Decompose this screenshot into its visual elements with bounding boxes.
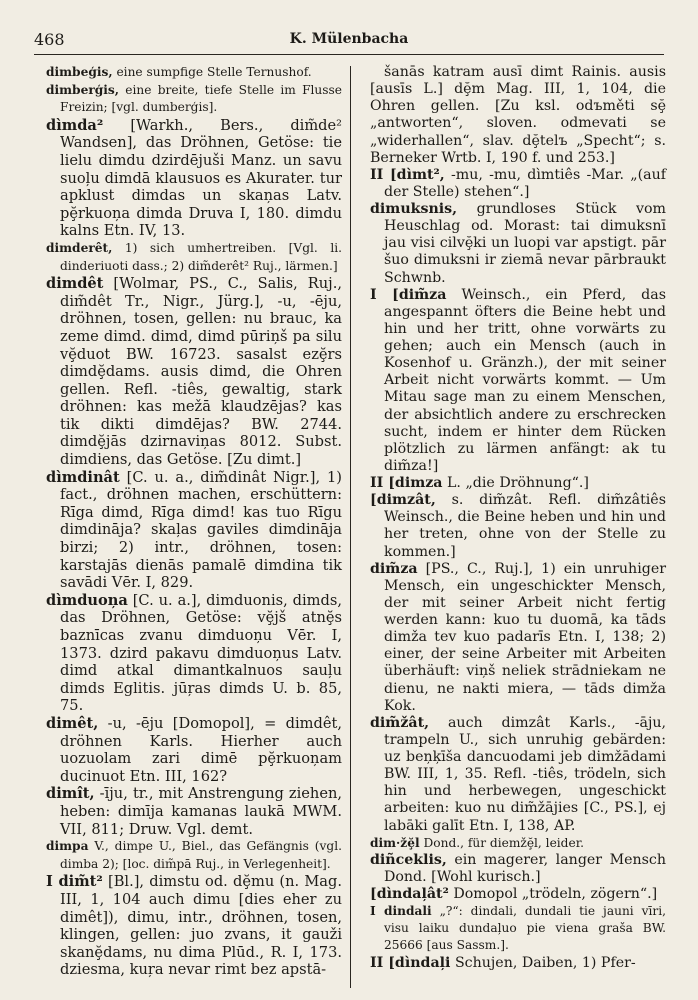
entry bbox=[36, 592, 342, 715]
entry-text: [Bl.], dimstu od. dḝmu (n. Mag. III, 1, 104 auch dimu [dies eher zu dimêt]), dimu, intr., dröhnen, tosen, klingen, gellen: juo zvans, it gauži skanḝdams, nu dima Plūd., R. I, 173. dziesma, kuŗa nevar rimt bez apstā- bbox=[60, 873, 342, 979]
entry bbox=[360, 886, 666, 903]
entry-text: eine breite, tiefe Stelle im Flusse Freizin; [vgl. dumberģis]. bbox=[60, 82, 342, 115]
headword: dim·žḝl bbox=[370, 835, 420, 850]
entry-text: [PS., C., Ruj.], 1) ein unruhiger Mensch, ein ungeschickter Mensch, der mit seiner Arbeit nicht fertig werden kann: kuo tu duomā, ka tāds dimža tev kuo padarīs Etn. I, 138; 2) einer, der seine Arbeiter mit Arbeiten überhäuft: viņš neliek strādniekam ne dienu, ne nakti miera, — tāds dimža Kok. bbox=[384, 560, 666, 714]
entry bbox=[360, 167, 666, 201]
entry-continuation bbox=[360, 64, 666, 167]
headword: dim̃za bbox=[370, 560, 418, 577]
entry-text: Domopol „trödeln, zögern“.] bbox=[448, 886, 658, 902]
entry-text: s. dim̃zât. Refl. dim̃zâtiês Weinsch., die Beine heben und hin und her treten, ohne von der Stelle zu kommen.] bbox=[384, 492, 666, 560]
left-column bbox=[36, 64, 342, 979]
entry bbox=[360, 492, 666, 561]
entry bbox=[36, 64, 342, 82]
headword: II [dìmt², bbox=[370, 166, 445, 183]
entry-text: [Warkh., Bers., dim̃de² Wandsen], das Dröhnen, Getöse: tie lielu dimdu dzirdējuši Manz. un savu suoļu dimdā klausuos es Akurater. tur apklust dimdas un skaņas Latv. pḝrkuoņa dimda Druva I, 180. dimdu kalns Etn. IV, 13. bbox=[60, 116, 342, 240]
headword: dimberģis, bbox=[46, 82, 120, 97]
headword: II [dimza bbox=[370, 475, 443, 491]
entry bbox=[360, 475, 666, 492]
headword: dimderêt, bbox=[46, 240, 113, 255]
entry-text: L. „die Dröhnung“.] bbox=[442, 475, 589, 491]
entry bbox=[360, 903, 666, 954]
entry bbox=[360, 835, 666, 852]
headword: I [dim̃za bbox=[370, 286, 447, 303]
entry-text: -īju, tr., mit Anstrengung ziehen, heben: dimīja kamanas laukā MWM. VII, 811; Druw. Vgl. demt. bbox=[60, 785, 342, 838]
column-divider bbox=[350, 66, 351, 988]
headword: dimpa bbox=[46, 839, 89, 854]
entry-text: „?“: dindali, dundali tie jauni vīri, visu laiku dundaļuo pie viena graša BW. 25666 [aus Sassm.]. bbox=[384, 904, 666, 953]
headword: dimdêt bbox=[46, 275, 104, 293]
headword: dìmda² bbox=[46, 116, 104, 134]
entry bbox=[36, 275, 342, 469]
entry-text: ein magerer, langer Mensch Dond. [Wohl kurisch.] bbox=[384, 851, 666, 885]
page-number: 468 bbox=[34, 30, 65, 49]
headword: [dìndaļât² bbox=[370, 886, 449, 902]
headword: [dimzât, bbox=[370, 492, 436, 509]
entry bbox=[36, 240, 342, 275]
entry-text: [C. u. a.], dimduonis, dimds, das Dröhnen, Getöse: vḝjš atnḝs baznīcas zvanu dimduoņu Vēr. I, 1373. dzird pakavu dimduoņus Latv. dimd atkal dimantkalnuos sauļu dimds Eglitis. jūŗas dimds U. b. 85, 75. bbox=[60, 591, 342, 715]
headword: I dim̃t² bbox=[46, 873, 103, 891]
running-title: K. Mülenbacha bbox=[289, 31, 409, 47]
entry bbox=[36, 715, 342, 785]
right-column bbox=[360, 64, 666, 972]
entry-text: V., dimpe U., Biel., das Gefängnis (vgl. dimba 2); [loc. dim̃pā Ruj., in Verlegenheit]. bbox=[60, 839, 342, 871]
headword: dimît, bbox=[46, 785, 95, 803]
entry-text: grundloses Stück vom Heuschlag od. Morast: tai dimuksnī jau visi cilvḝki un luopi var apstigt. pār šuo dimuksni ir ziemā nevar pārbraukt Schwnb. bbox=[384, 201, 666, 286]
headword: II [dìndaļi bbox=[370, 954, 451, 971]
entry bbox=[36, 873, 342, 979]
entry bbox=[360, 715, 666, 835]
entry-text: Schujen, Daiben, 1) Pfer- bbox=[450, 954, 636, 971]
entry-text: [Wolmar, PS., C., Salis, Ruj., dim̃dêt Tr., Nigr., Jürg.], -u, -ēju, dröhnen, tosen, gellen: nu brauc, ka zeme dimd. dimd, dimd pūriņš pa silu vḝduot BW. 16723. sasalst ezḝrs dimdḝdams. ausis dimd, die Ohren gellen. Refl. -tiês, gewaltig, stark dröhnen: kas mežā klaudzējas? kas tik dikti dimdējas? BW. 2744. dimdḝjās dzirnaviņas 8012. Subst. dimdiens, das Getöse. [Zu dimt.] bbox=[60, 275, 342, 469]
headword: diñceklis, bbox=[370, 851, 447, 868]
entry-text: [C. u. a., dim̃dinât Nigr.], 1) fact., dröhnen machen, erschüttern: Rīga dimd, Rīga dimd! kas tuo Rīgu dimdināja? skaļas gaviles dimdināja birzi; 2) intr., dröhnen, tosen: karstajās dienās pamalē dimdina tik savādi Vēr. I, 829. bbox=[60, 468, 342, 592]
entry bbox=[36, 469, 342, 592]
headword: I dindali bbox=[370, 904, 432, 919]
entry bbox=[360, 561, 666, 715]
page-header bbox=[34, 30, 664, 55]
entry bbox=[36, 785, 342, 838]
headword: dìmdinât bbox=[46, 468, 120, 486]
entry-text: eine sumpfige Stelle Ternushof. bbox=[112, 65, 312, 79]
entry-text: Weinsch., ein Pferd, das angespannt öfters die Beine hebt und hin und her tritt, ohne vorwärts zu gehen; auch ein Mensch (auch in Kosenhof u. Gränzh.), der mit seiner Arbeit nicht vorwärts kommt. — Um Mitau sage man zu einem Menschen, der absichtlich andere zu erschrecken sucht, indem er hinter dem Rücken plötzlich zu lärmen anfängt: ak tu dim̃za!] bbox=[384, 286, 666, 474]
entry bbox=[360, 201, 666, 287]
entry bbox=[360, 955, 666, 972]
entry-text: Dond., für diemžḝl, leider. bbox=[419, 835, 585, 850]
headword: dimbeģis, bbox=[46, 65, 113, 79]
entry-text: -u, -ēju [Domopol], = dimdêt, dröhnen Karls. Hierher auch uozuolam zari dimē pḝrkuoņam ducinuot Etn. III, 162? bbox=[60, 714, 342, 785]
entry-text: -mu, -mu, dìmtiês -Mar. „(auf der Stelle) stehen“.] bbox=[384, 166, 666, 200]
headword: dim̃žât, bbox=[370, 714, 430, 731]
entry bbox=[360, 287, 666, 475]
entry-text: auch dimzât Karls., -āju, trampeln U., sich unruhig gebärden: uz beņķīša dancuodami jeb dimžādami BW. III, 1, 35. Refl. -tiês, trödeln, sich hin und herbewegen, ungeschickt arbeiten: kuo nu dim̃žājies [C., PS.], ej labāki galīt Etn. I, 138, AP. bbox=[384, 714, 666, 834]
entry bbox=[36, 82, 342, 117]
entry bbox=[36, 117, 342, 240]
entry bbox=[360, 852, 666, 886]
entry-text: 1) sich umhertreiben. [Vgl. li. dinderiuoti dass.; 2) dim̃derêt² Ruj., lärmen.] bbox=[60, 240, 342, 273]
headword: dimêt, bbox=[46, 714, 99, 732]
entry bbox=[36, 838, 342, 873]
headword: dìmduoņa bbox=[46, 591, 128, 609]
headword: dimuksnis, bbox=[370, 201, 458, 217]
entry-text: šanās katram ausī dimt Rainis. ausis [ausīs L.] dḝm Mag. III, 1, 104, die Ohren gellen. [Zu ksl. odъměti sḝ „antworten“, sloven. odmevati se „widerhallen“, slav. dḝtelъ „Specht“; s. Berneker Wrtb. I, 190 f. und 253.] bbox=[370, 64, 666, 166]
